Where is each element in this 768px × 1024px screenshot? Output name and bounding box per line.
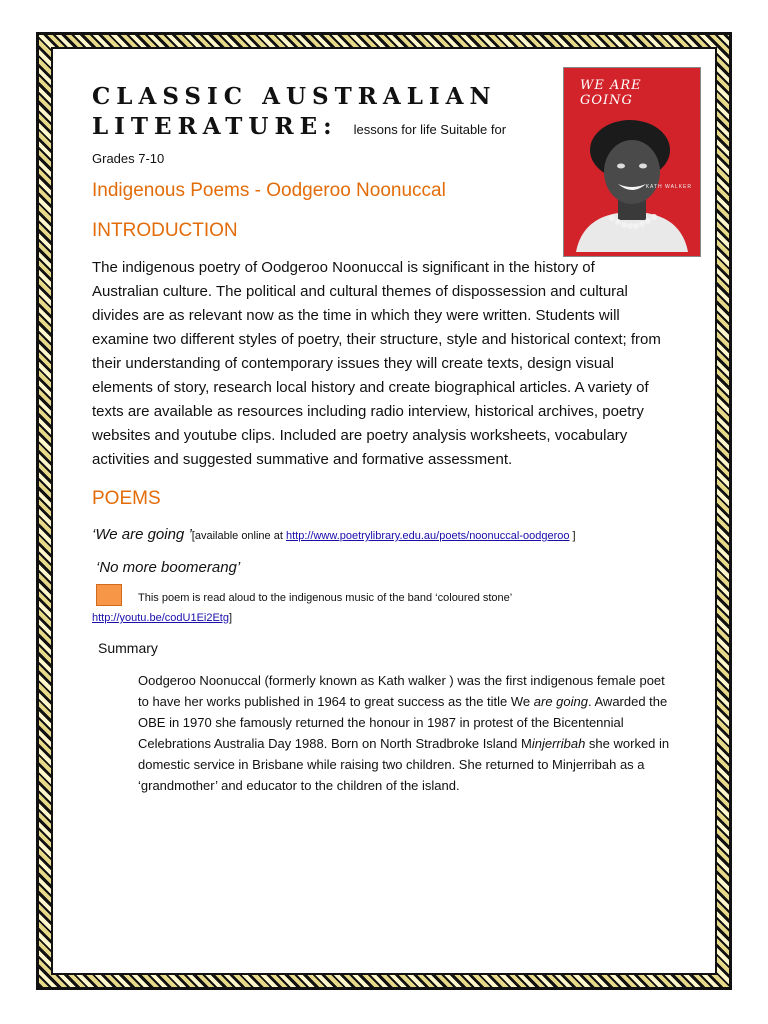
youtube-link[interactable]: http://youtu.be/codU1Ei2Etg bbox=[92, 612, 229, 624]
document-content bbox=[92, 82, 682, 796]
poem2-note: This poem is read aloud to the indigenous music of the band ‘coloured stone’ bbox=[138, 592, 513, 604]
summary-part3: she worked in domestic service in Brisbane while raising two children. She returned to Minjerribah as a ‘grandmother’ and educator to the children of the island. bbox=[138, 736, 670, 793]
subtitle-heading: Indigenous Poems - Oodgeroo Noonuccal bbox=[92, 180, 446, 201]
title-block bbox=[92, 82, 682, 166]
introduction-paragraph: The indigenous poetry of Oodgeroo Noonuccal is significant in the history of Australian culture. The political and cultural themes of dispossession and cultural divides are as relevant now as the time in which they were written. Students will examine two different styles of poetry, their structure, style and historical context; from their understanding of contemporary issues they will create texts, design visual elements of story, research local history and create biographical articles. A variety of texts are available as resources including radio interview, historical archives, poetry websites and youtube clips. Included are poetry analysis worksheets, vocabulary activities and suggested summative and formative assessment. bbox=[92, 259, 661, 468]
poem2-title: ‘No more boomerang’ bbox=[96, 559, 241, 576]
poem1-line bbox=[92, 526, 682, 543]
summary-paragraph bbox=[138, 670, 678, 796]
document-title-suffix: lessons for life Suitable for bbox=[353, 122, 507, 137]
audio-clip-icon[interactable] bbox=[96, 584, 122, 606]
book-cover-title-line2: GOING bbox=[580, 93, 633, 108]
summary-heading: Summary bbox=[98, 640, 158, 656]
poem2-line bbox=[96, 559, 682, 576]
summary-part2: . Awarded the OBE in 1970 she famously returned the honour in 1987 in protest of the Bicentennial Celebrations Australia Day 1988. Born on North Stradbroke Island M bbox=[138, 694, 668, 751]
document-title bbox=[92, 82, 532, 145]
summary-italic2: injerribah bbox=[531, 736, 586, 751]
book-cover-author: KATH WALKER bbox=[645, 184, 692, 190]
poem1-note-prefix: [available online at bbox=[191, 530, 286, 542]
book-cover-title-line1: WE ARE bbox=[580, 78, 642, 93]
youtube-link-line bbox=[92, 612, 682, 624]
grade-level: Grades 7-10 bbox=[92, 151, 165, 166]
youtube-link-suffix: ] bbox=[228, 612, 233, 624]
audio-row bbox=[92, 584, 682, 612]
summary-part1: Oodgeroo Noonuccal (formerly known as Kath walker ) was the first indigenous female poet to have her works published in 1964 to great success as the title We bbox=[138, 673, 665, 709]
poem1-note-suffix: ] bbox=[569, 530, 576, 542]
poetry-library-link[interactable]: http://www.poetrylibrary.edu.au/poets/noonuccal-oodgeroo bbox=[285, 530, 570, 542]
document-title-main: CLASSIC AUSTRALIAN LITERATURE: bbox=[92, 83, 497, 140]
poems-heading: POEMS bbox=[92, 488, 161, 509]
summary-italic1: are going bbox=[533, 694, 588, 709]
poem1-title: ‘We are going ’ bbox=[92, 526, 192, 543]
introduction-heading: INTRODUCTION bbox=[92, 220, 238, 241]
